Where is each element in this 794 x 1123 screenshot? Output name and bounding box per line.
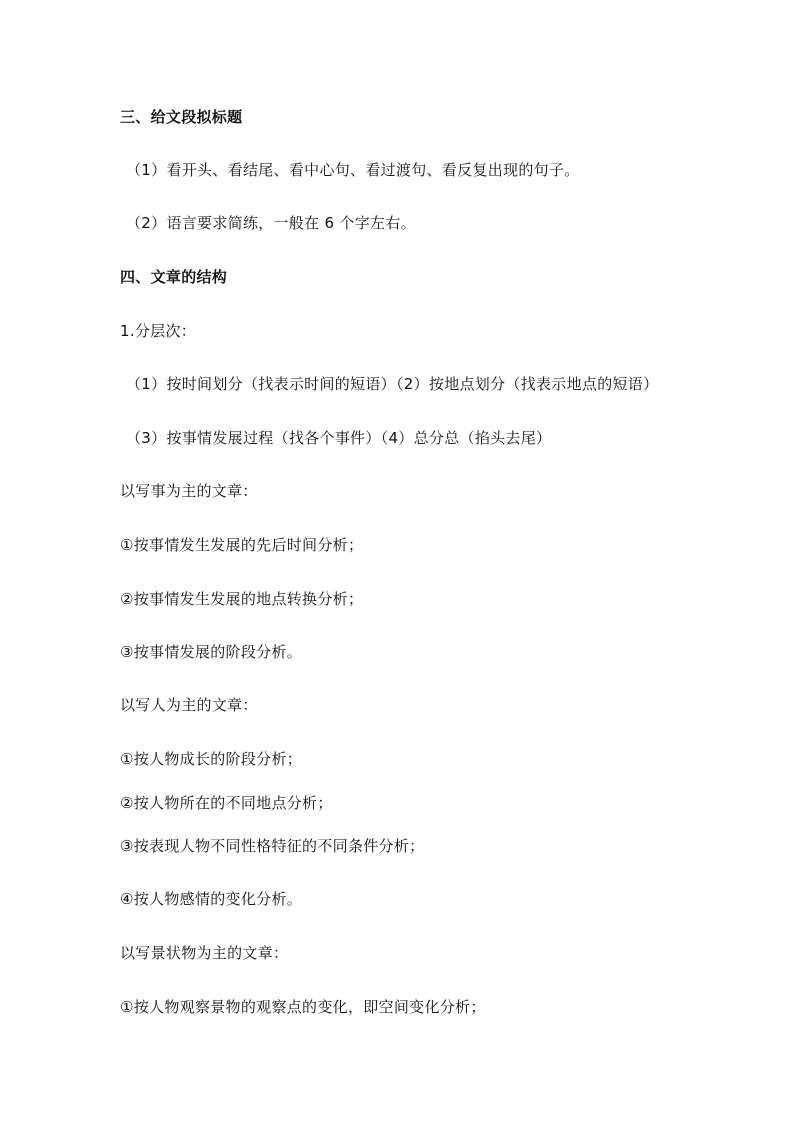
event-item-3: ③按事情发展的阶段分析。 (120, 643, 303, 661)
section-heading-structure: 四、文章的结构 (120, 268, 228, 286)
person-item-4: ④按人物感情的变化分析。 (120, 890, 303, 908)
person-item-2: ②按人物所在的不同地点分析； (120, 794, 333, 812)
title-tip-2: （2）语言要求简练，一般在 6 个字左右。 (126, 214, 416, 232)
event-article-intro: 以写事为主的文章： (120, 482, 258, 500)
layering-methods-1: （1）按时间划分（找表示时间的短语）（2）按地点划分（找表示地点的短语） (126, 375, 659, 393)
layering-methods-2: （3）按事情发展过程（找各个事件）（4）总分总（掐头去尾） (126, 429, 552, 447)
scene-article-intro: 以写景状物为主的文章： (120, 944, 289, 962)
person-item-1: ①按人物成长的阶段分析； (120, 750, 303, 768)
subheading-layering: 1.分层次： (120, 322, 197, 340)
event-item-1: ①按事情发生发展的先后时间分析； (120, 536, 364, 554)
person-item-3: ③按表现人物不同性格特征的不同条件分析； (120, 837, 425, 855)
section-heading-title: 三、给文段拟标题 (120, 108, 243, 126)
event-item-2: ②按事情发生发展的地点转换分析； (120, 590, 364, 608)
title-tip-1: （1）看开头、看结尾、看中心句、看过渡句、看反复出现的句子。 (126, 161, 580, 179)
person-article-intro: 以写人为主的文章： (120, 696, 258, 714)
scene-item-1: ①按人物观察景物的观察点的变化，即空间变化分析； (120, 998, 486, 1016)
